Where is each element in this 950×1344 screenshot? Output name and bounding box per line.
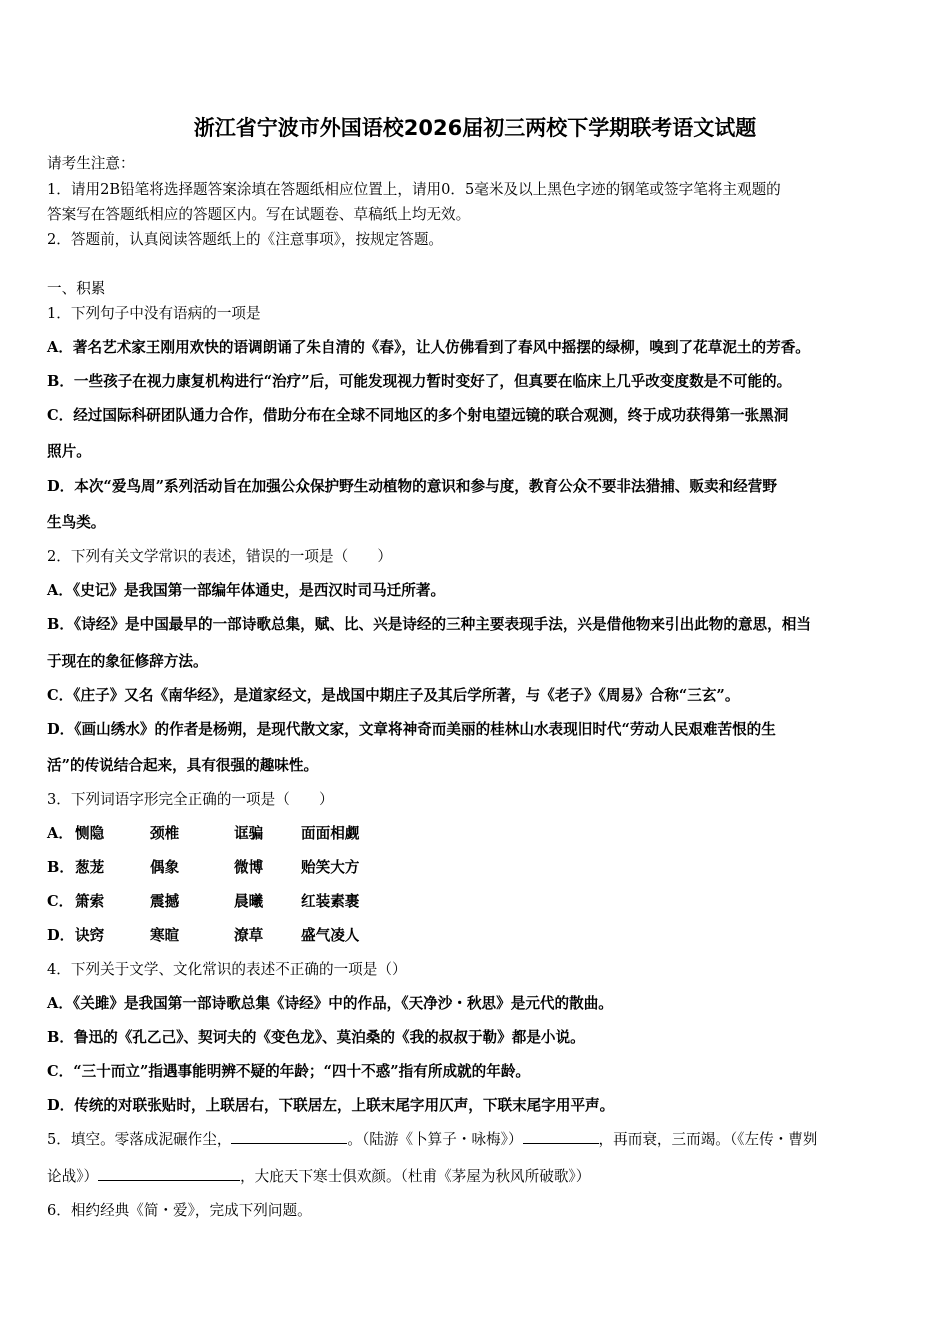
word: 红装素裹 (301, 893, 360, 910)
answer-blank[interactable] (523, 1129, 599, 1144)
question-2-option-d-cont: 活”的传说结合起来，具有很强的趣味性。 (47, 757, 319, 774)
word: 潦草 (234, 927, 264, 944)
word: 偶象 (150, 859, 180, 876)
question-1-option-d: D．本次“爱鸟周”系列活动旨在加强公众保护野生动植物的意识和参与度，教育公众不要非法猎捕、贩卖和经营野 (47, 478, 777, 495)
word: 震撼 (150, 893, 180, 910)
question-5-text: 论战》） (47, 1168, 99, 1185)
word: 箫索 (75, 893, 105, 910)
question-5-line-1 (47, 1128, 817, 1149)
option-label: B． (47, 859, 74, 876)
answer-blank[interactable] (98, 1166, 240, 1181)
section-heading: 一、积累 (47, 280, 106, 297)
word: 盛气凌人 (301, 927, 360, 944)
word: 颈椎 (150, 825, 180, 842)
question-4-option-d: D．传统的对联张贴时，上联居右，下联居左，上联末尾字用仄声，下联末尾字用平声。 (47, 1097, 615, 1114)
word: 葱茏 (75, 859, 105, 876)
question-4-option-b: B．鲁迅的《孔乙己》、契诃夫的《变色龙》、莫泊桑的《我的叔叔于勒》都是小说。 (47, 1029, 585, 1046)
question-5-text: 。（陆游《卜算子・咏梅》） (347, 1131, 523, 1148)
question-1-option-c: C．经过国际科研团队通力合作，借助分布在全球不同地区的多个射电望远镜的联合观测，终于成功获得第一张黑洞 (47, 407, 789, 424)
word: 贻笑大方 (301, 859, 360, 876)
word: 晨曦 (234, 893, 264, 910)
notice-line-1: 1．请用2B铅笔将选择题答案涂填在答题纸相应位置上，请用0．5毫米及以上黑色字迹的钢笔或签字笔将主观题的 (47, 181, 781, 198)
word: 恻隐 (75, 825, 105, 842)
notice-line-2: 答案写在答题纸相应的答题区内。写在试题卷、草稿纸上均无效。 (47, 206, 471, 223)
question-1-option-b: B．一些孩子在视力康复机构进行“治疗”后，可能发现视力暂时变好了，但真要在临床上几乎改变度数是不可能的。 (47, 373, 792, 390)
question-5-text: 5．填空。零落成泥碾作尘， (47, 1131, 232, 1148)
question-4-stem: 4．下列关于文学、文化常识的表述不正确的一项是（） (47, 961, 407, 978)
answer-blank[interactable] (231, 1129, 347, 1144)
question-2-option-b-cont: 于现在的象征修辞方法。 (47, 653, 208, 670)
word: 诓骗 (234, 825, 264, 842)
option-label: D． (47, 927, 75, 944)
question-1-option-a: A．著名艺术家王刚用欢快的语调朗诵了朱自清的《春》，让人仿佛看到了春风中摇摆的绿柳，嗅到了花草泥土的芳香。 (47, 339, 810, 356)
word: 微博 (234, 859, 264, 876)
question-2-option-d: D．《画山绣水》的作者是杨朔，是现代散文家，文章将神奇而美丽的桂林山水表现旧时代“劳动人民艰难苦恨的生 (47, 721, 776, 738)
question-4-option-a: A．《关雎》是我国第一部诗歌总集《诗经》中的作品，《天净沙・秋思》是元代的散曲。 (47, 995, 613, 1012)
word: 面面相觑 (301, 825, 360, 842)
question-5-line-2 (47, 1165, 590, 1186)
notice-heading: 请考生注意： (47, 155, 135, 172)
question-1-option-d-cont: 生鸟类。 (47, 514, 106, 531)
question-1-option-c-cont: 照片。 (47, 443, 91, 460)
question-6-stem: 6．相约经典《简・爱》，完成下列问题。 (47, 1202, 312, 1219)
question-5-text: ，再而衰，三而竭。（《左传・曹刿 (598, 1131, 818, 1148)
question-5-text: ，大庇天下寒士俱欢颜。（杜甫《茅屋为秋风所破歌》） (240, 1168, 591, 1185)
question-1-stem: 1．下列句子中没有语病的一项是 (47, 305, 261, 322)
word: 寒暄 (150, 927, 180, 944)
option-label: C． (47, 893, 74, 910)
question-2-option-c: C．《庄子》又名《南华经》，是道家经文，是战国中期庄子及其后学所著，与《老子》《周易》合称“三玄”。 (47, 687, 740, 704)
question-4-option-c: C．“三十而立”指遇事能明辨不疑的年龄；“四十不惑”指有所成就的年龄。 (47, 1063, 531, 1080)
notice-line-3: 2．答题前，认真阅读答题纸上的《注意事项》，按规定答题。 (47, 231, 444, 248)
question-3-stem: 3．下列词语字形完全正确的一项是（ ） (47, 791, 334, 808)
question-2-stem: 2．下列有关文学常识的表述，错误的一项是（ ） (47, 548, 392, 565)
question-2-option-a: A．《史记》是我国第一部编年体通史，是西汉时司马迁所著。 (47, 582, 446, 599)
question-2-option-b: B．《诗经》是中国最早的一部诗歌总集，赋、比、兴是诗经的三种主要表现手法，兴是借他物来引出此物的意思，相当 (47, 616, 811, 633)
option-label: A． (47, 825, 73, 842)
page-title: 浙江省宁波市外国语校2026届初三两校下学期联考语文试题 (193, 116, 757, 140)
word: 诀窍 (75, 927, 105, 944)
